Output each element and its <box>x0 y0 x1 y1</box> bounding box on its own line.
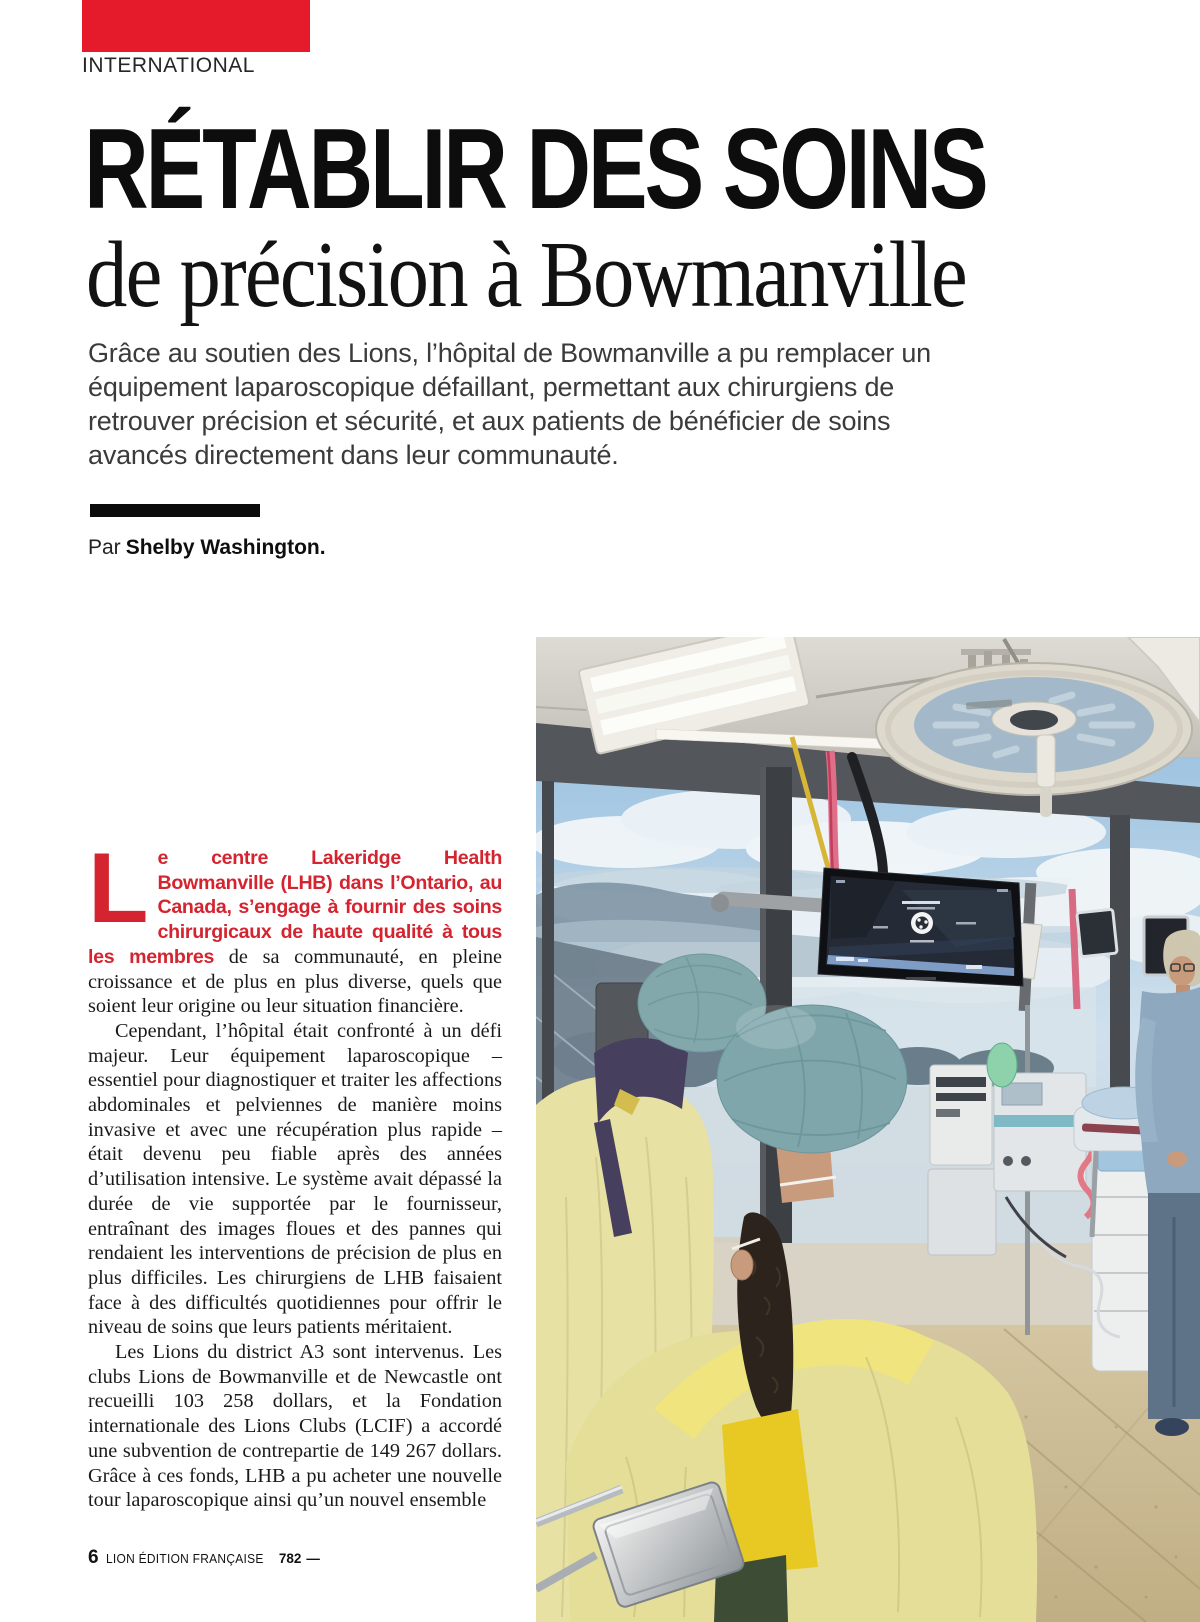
section-accent-bar <box>82 0 310 52</box>
ear <box>731 1250 753 1280</box>
issue-number: 782 <box>278 1551 302 1566</box>
ambu-bag <box>987 1043 1017 1087</box>
page-folio <box>88 1547 320 1569</box>
operating-room-illustration <box>536 637 1200 1622</box>
article-photo-operating-room <box>536 637 1200 1622</box>
article-paragraph: Cependant, l’hôpital était confronté à un défi majeur. Leur équipement laparoscopique – essentiel pour diagnostiquer et traiter les affections abdominales et pelviennes de manière moins invasive et avec une récupération plus rapide – était devenu peu fiable après des années d’utilisation intensive. Le système avait dépassé la durée de vie supportée par le fournisseur, entraînant des images floues et des pannes qui rendaient les interventions de précision de plus en plus difficiles. Les chirurgiens de LHB faisaient face à des difficultés quotidiennes pour offrir le niveau de soins que leurs patients méritaient. <box>88 1019 502 1339</box>
standfirst: Grâce au soutien des Lions, l’hôpital de Bowmanville a pu remplacer un équipement laparoscopique défaillant, permettant aux chirurgiens de retrouver précision et sécurité, et aux patients de bénéficier de soins avancés directement dans leur communauté. <box>88 338 931 470</box>
byline-prefix: Par <box>88 536 121 559</box>
article-paragraph-lead <box>88 832 502 1019</box>
article-paragraph: Les Lions du district A3 sont intervenus. Les clubs Lions de Bowmanville et de Newcastle ont recueilli 103 258 dollars, et la Fondation internationale des Lions Clubs (LCIF) a accordé une subvention de contrepartie de 149 267 dollars. Grâce à ces fonds, LHB a pu acheter une nouvelle tour laparoscopique ainsi qu’un nouvel ensemble <box>88 1341 502 1512</box>
section-kicker: INTERNATIONAL <box>82 54 255 77</box>
page-number: 6 <box>88 1547 99 1568</box>
headline-main: RÉTABLIR DES SOINS <box>84 104 986 233</box>
article-body <box>88 832 502 1513</box>
magazine-title: LION ÉDITION FRANÇAISE <box>105 1551 264 1566</box>
folio-dash: — <box>306 1551 320 1566</box>
byline <box>88 536 326 560</box>
byline-author: Shelby Washington. <box>125 536 326 559</box>
drop-cap: L <box>88 832 149 943</box>
byline-rule <box>90 504 260 517</box>
lead-red-text: e centre Lakeridge Health Bowmanville (LHB) dans l’Ontario, au Canada, s’engage à fournir des soins chirurgicaux de haute qualité à tous les membres <box>88 847 502 968</box>
lead-rest-text: de sa communauté, en pleine croissance et de plus en plus diverse, quels que soient leur origine ou leur situation financière. <box>88 945 502 1018</box>
headline-sub: de précision à Bowmanville <box>86 223 966 327</box>
